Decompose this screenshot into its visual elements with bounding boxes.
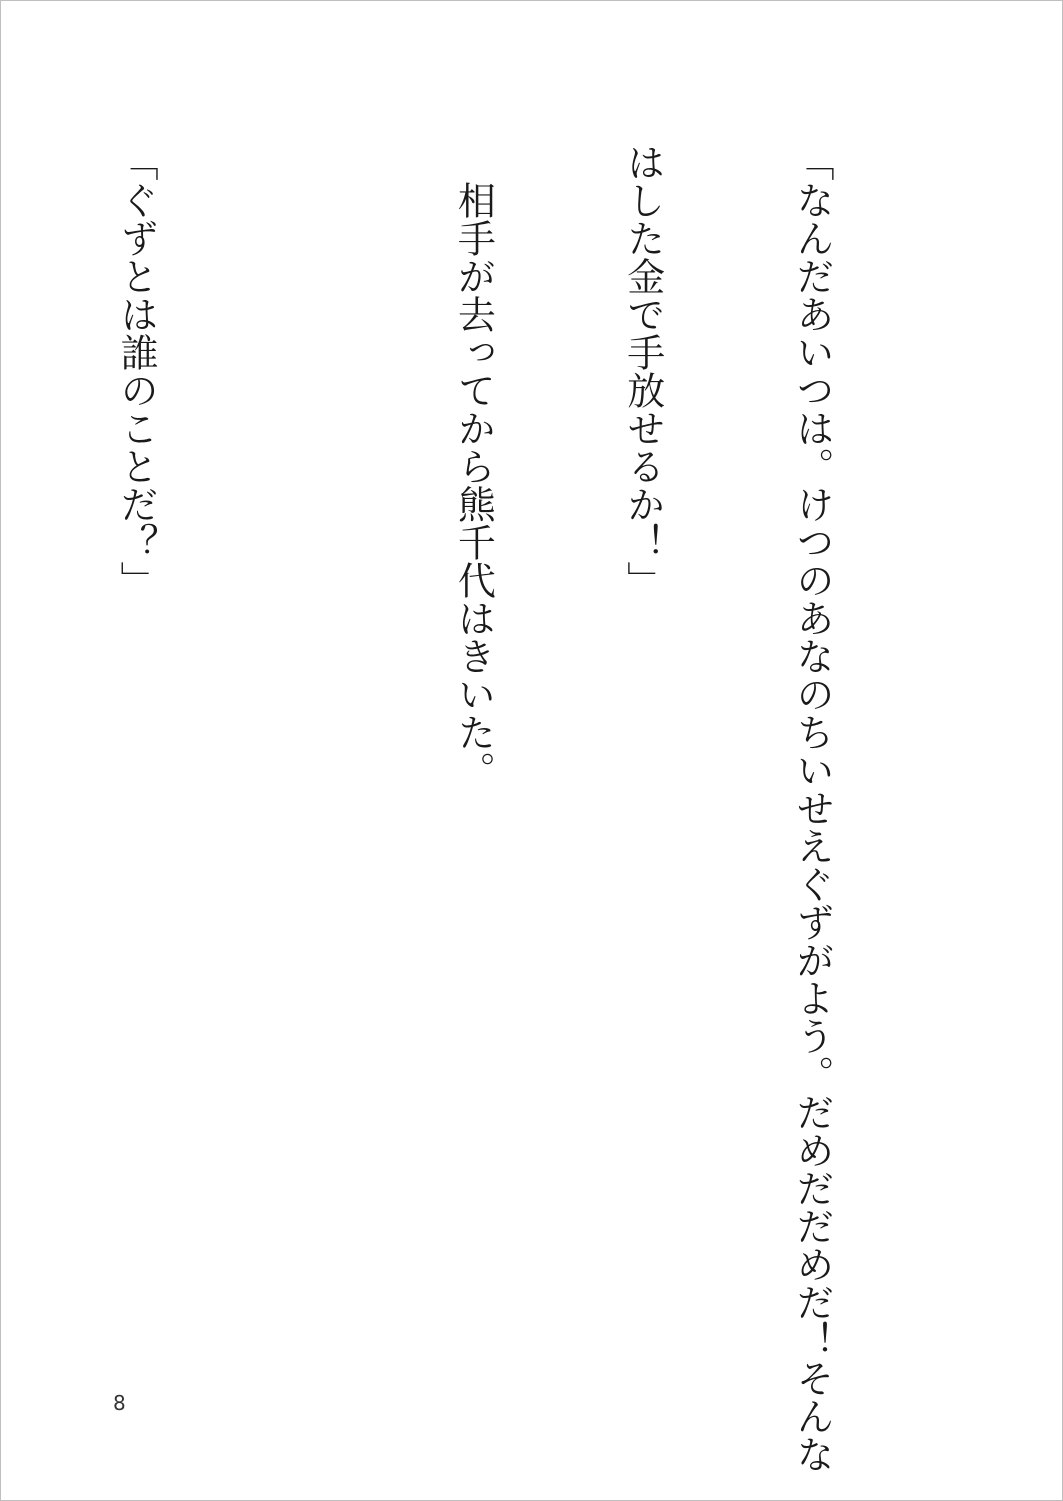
text-line-4: 「ぐずとは誰のことだ？」 [114,143,159,599]
text-line-3: 相手が去ってから熊千代はきいた。 [451,143,496,789]
vertical-body-text [0,143,952,1473]
paragraph-gap [276,143,332,1358]
text-line-1: 「なんだあいつは。けつのあなのちいせえぐずがよう。だめだだめだ！そんな [790,143,834,1473]
text-line-2: はした金で手放せるか！」 [620,143,665,599]
page-number: 8 [113,1391,126,1415]
